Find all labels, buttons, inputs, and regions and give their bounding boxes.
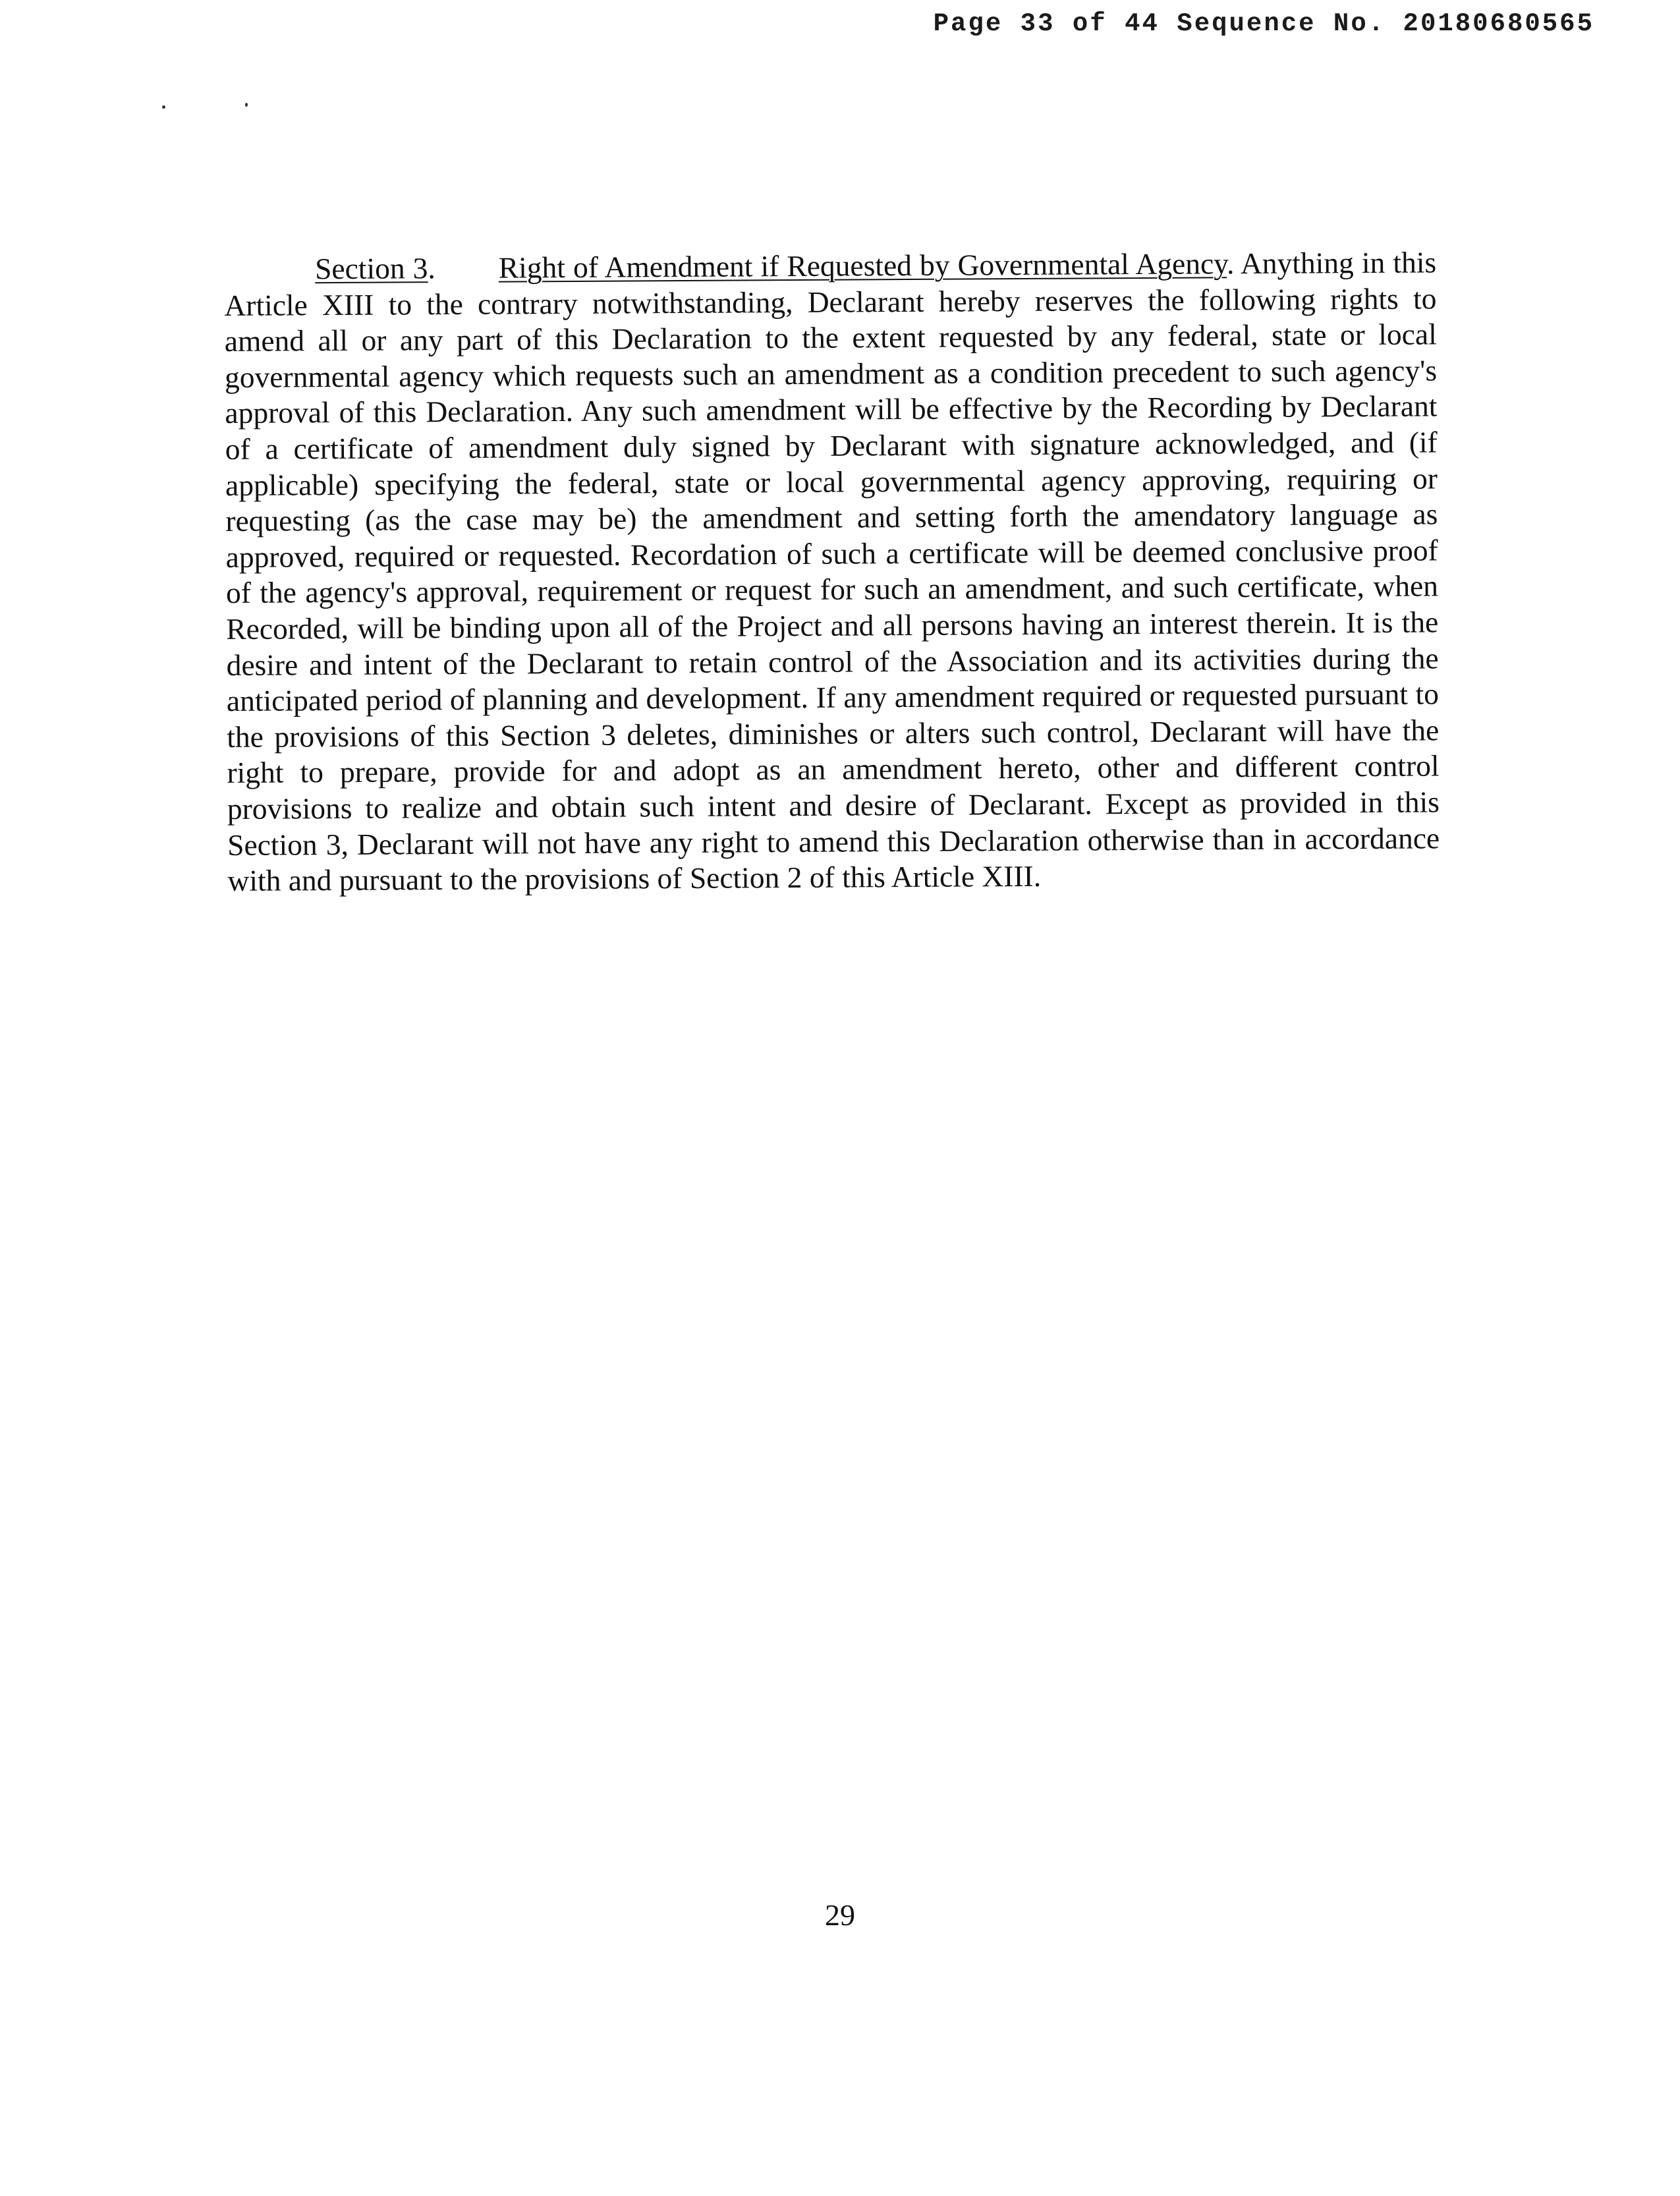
section-body-text: Anything in this Article XIII to the contrary notwithstanding, Declarant hereby reserves the following rights to amend all or any part of this Declaration to the extent requested by any federal, state or local governmental agency which requests such an amendment as a condition precedent to such agency's approval of this Declaration. Any such amendment will be effective by the Recording by Declarant of a certificate of amendment duly signed by Declarant with signature acknowledged, and (if applicable) specifying the federal, state or local governmental agency approving, requiring or requesting (as the case may be) the amendment and setting forth the amendatory language as approved, required or requested. Recordation of such a certificate will be deemed conclusive proof of the agency's approval, requirement or request for such an amendment, and such certificate, when Recorded, will be binding upon all of the Project and all persons having an interest therein. It is the desire and intent of the Declarant to retain control of the Association and its activities during the anticipated period of planning and development. If any amendment required or requested pursuant to the provisions of this Section 3 deletes, diminishes or alters such control, Declarant will have the right to prepare, provide for and adopt as an amendment hereto, other and different control provisions to realize and obtain such intent and desire of Declarant. Except as provided in this Section 3, Declarant will not have any right to amend this Declaration otherwise than in accordance with and pursuant to the provisions of Section 2 of this Article XIII. [224,245,1440,898]
section-title-period: . [1226,246,1235,281]
scan-speck [162,105,165,109]
page-sequence-header: Page 33 of 44 Sequence No. 20180680565 [933,9,1594,38]
section-3-paragraph [224,244,1440,899]
page-number: 29 [825,1898,855,1932]
section-label: Section 3 [315,251,428,286]
section-title: Right of Amendment if Requested by Governmental Agency [498,246,1227,285]
section-3-paragraph-block [224,244,1440,899]
section-gap [435,278,499,279]
scan-speck [245,103,248,107]
section-label-period: . [428,251,435,285]
